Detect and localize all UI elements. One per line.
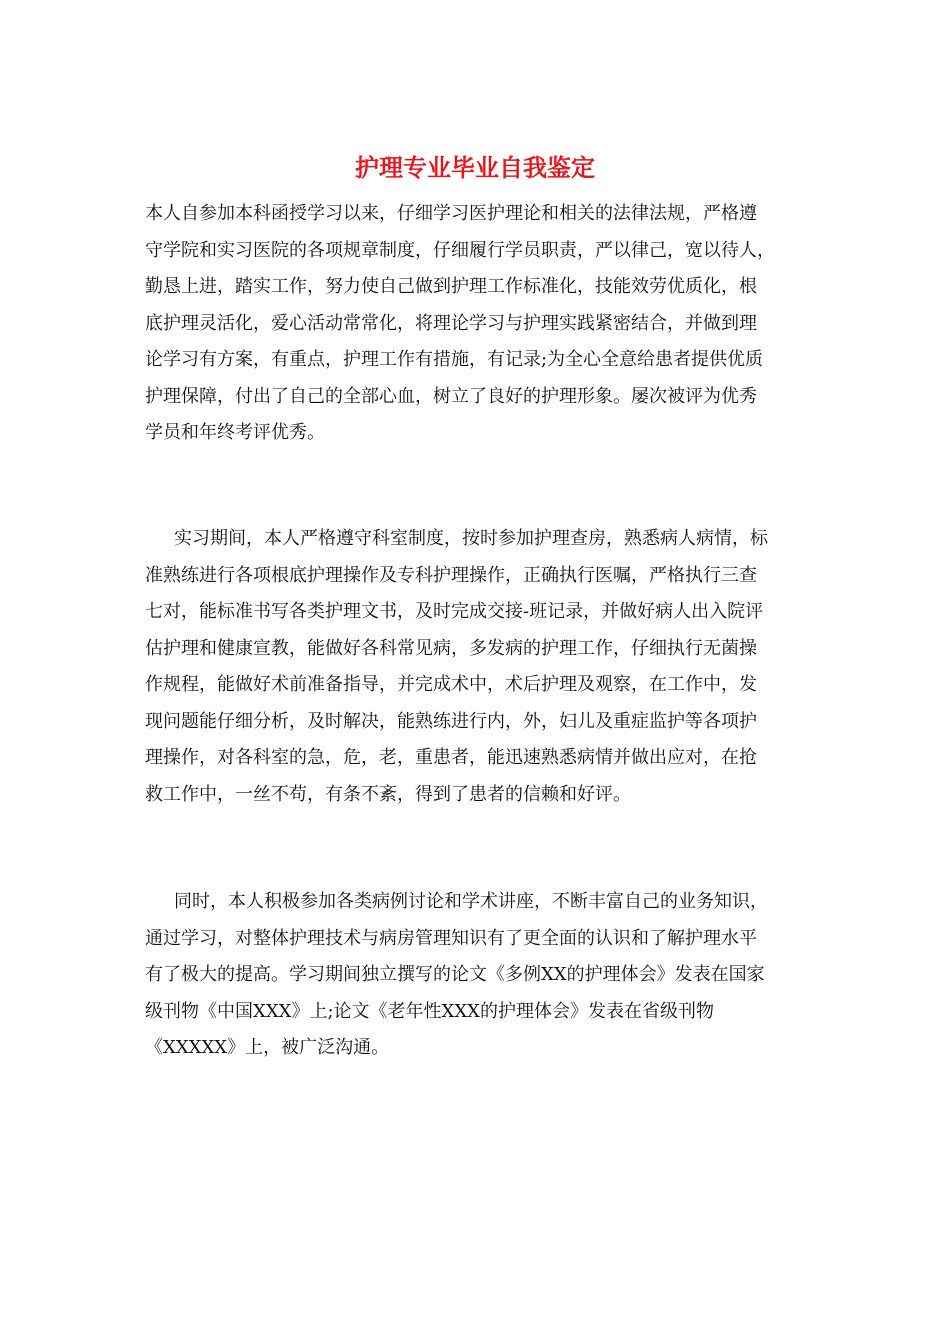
paragraph-line: 估护理和健康宣教，能做好各科常见病，多发病的护理工作，仔细执行无菌操	[145, 637, 757, 659]
paragraph-line: 学员和年终考评优秀。	[145, 422, 325, 443]
paragraph-line: 救工作中，一丝不苟，有条不紊，得到了患者的信赖和好评。	[145, 783, 631, 805]
paragraph-line: 《XXXXX》上，被广泛沟通。	[145, 1037, 390, 1058]
paragraph-2	[145, 521, 805, 813]
paragraph-line: 现问题能仔细分析，及时解决，能熟练进行内，外，妇儿及重症监护等各项护	[145, 710, 757, 732]
document-title: 护理专业毕业自我鉴定	[355, 153, 595, 182]
paragraph-line: 有了极大的提高。学习期间独立撰写的论文《多例XX的护理体会》发表在国家	[145, 964, 765, 985]
paragraph-line: 作规程，能做好术前准备指导，并完成术中，术后护理及观察，在工作中，发	[145, 674, 757, 695]
paragraph-line: 论学习有方案，有重点，护理工作有措施，有记录;为全心全意给患者提供优质	[145, 349, 764, 370]
paragraph-line: 理操作，对各科室的急，危，老，重患者，能迅速熟悉病情并做出应对，在抢	[145, 747, 757, 768]
paragraph-line: 守学院和实习医院的各项规章制度，仔细履行学员职责，严以律己，宽以待人，	[145, 239, 775, 261]
paragraph-line: 本人自参加本科函授学习以来，仔细学习医护理论和相关的法律法规，严格遵	[145, 203, 757, 224]
paragraph-line: 七对，能标准书写各类护理文书，及时完成交接-班记录，并做好病人出入院评	[145, 601, 764, 622]
paragraph-line: 通过学习，对整体护理技术与病房管理知识有了更全面的认识和了解护理水平	[145, 927, 757, 949]
paragraph-3	[145, 884, 805, 1067]
paragraph-line: 底护理灵活化，爱心活动常常化，将理论学习与护理实践紧密结合，并做到理	[145, 312, 757, 334]
paragraph-line: 准熟练进行各项根底护理操作及专科护理操作，正确执行医嘱，严格执行三查	[145, 564, 757, 586]
paragraph-line: 实习期间，本人严格遵守科室制度，按时参加护理查房，熟悉病人病情，标	[174, 528, 768, 549]
paragraph-1	[145, 196, 805, 452]
paragraph-line: 勤恳上进，踏实工作，努力使自己做到护理工作标准化，技能效劳优质化，根	[145, 276, 757, 297]
paragraph-line: 同时，本人积极参加各类病例讨论和学术讲座，不断丰富自己的业务知识，	[174, 891, 768, 912]
paragraph-line: 级刊物《中国XXX》上;论文《老年性XXX的护理体会》发表在省级刊物	[145, 1000, 714, 1022]
paragraph-line: 护理保障，付出了自己的全部心血，树立了良好的护理形象。屡次被评为优秀	[145, 385, 757, 407]
